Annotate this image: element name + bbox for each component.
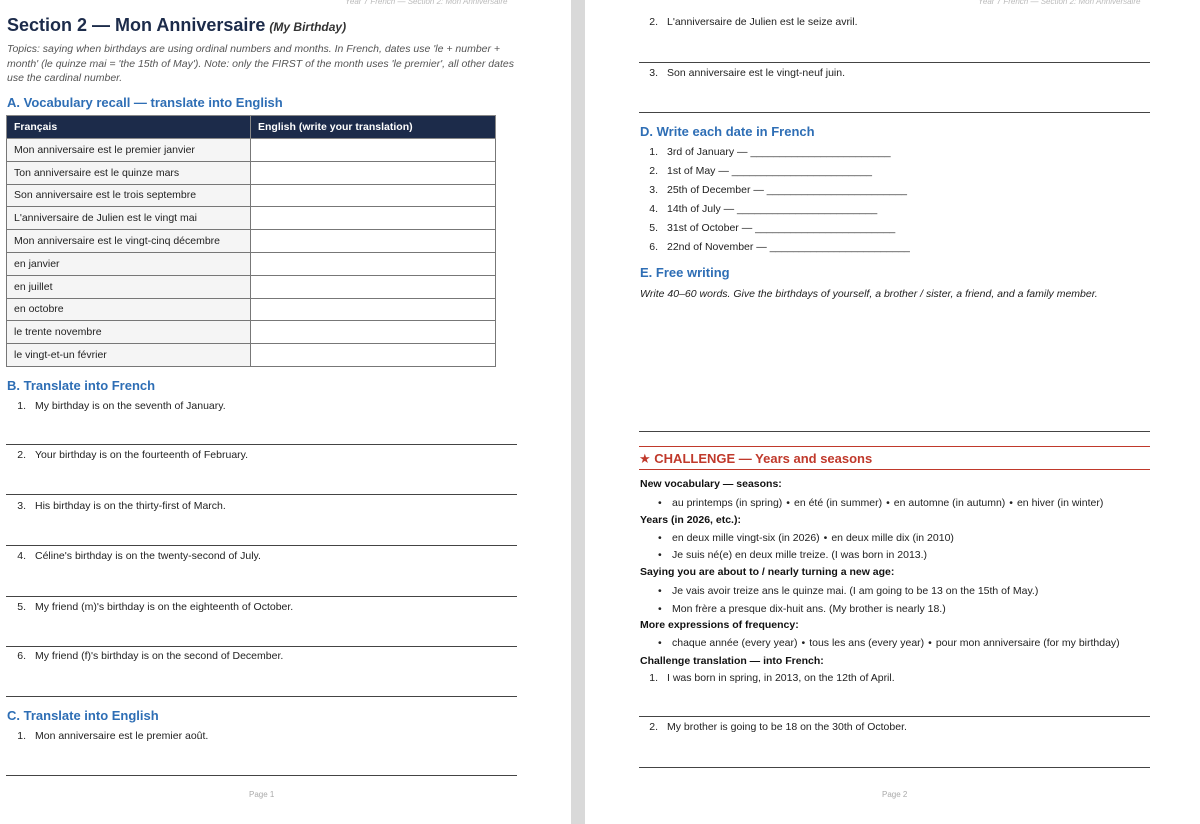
- vocab-fr: L'anniversaire de Julien est le vingt mai: [7, 207, 251, 230]
- bullet: •: [658, 637, 662, 649]
- age-example-1: [658, 585, 1038, 597]
- vocab-fr: Mon anniversaire est le premier janvier: [7, 139, 251, 162]
- answer-line[interactable]: [6, 596, 517, 597]
- answer-line[interactable]: [639, 62, 1150, 63]
- page-header: Year 7 French — Section 2: Mon Anniversaire: [978, 0, 1141, 6]
- table-row: [7, 230, 496, 253]
- question-number: 2.: [649, 165, 658, 177]
- title-subtitle: (My Birthday): [269, 20, 347, 34]
- vocab-table-header: [7, 116, 496, 139]
- question-d3[interactable]: [640, 184, 907, 196]
- question-number: 1.: [17, 730, 26, 742]
- question-number: 4.: [17, 550, 26, 562]
- challenge-translation-label: Challenge translation — into French:: [640, 655, 824, 667]
- seasons-label: New vocabulary — seasons:: [640, 478, 782, 490]
- vocab-fr: en octobre: [7, 298, 251, 321]
- table-row: [7, 321, 496, 344]
- table-row: [7, 275, 496, 298]
- section-a-heading: A. Vocabulary recall — translate into English: [7, 95, 283, 110]
- section-d-heading: D. Write each date in French: [640, 124, 815, 139]
- question-d6[interactable]: [640, 241, 910, 253]
- question-d2[interactable]: [640, 165, 872, 177]
- question-b5: [8, 601, 293, 613]
- question-text: My friend (m)'s birthday is on the eighteenth of October.: [35, 601, 294, 613]
- separator: •: [1009, 497, 1013, 509]
- page-1: [0, 0, 571, 824]
- bullet: •: [658, 549, 662, 561]
- frequency-item: pour mon anniversaire (for my birthday): [935, 637, 1120, 649]
- section-e-instruction: Write 40–60 words. Give the birthdays of yourself, a brother / sister, a friend, and a family member.: [640, 288, 1098, 300]
- question-number: 3.: [649, 67, 658, 79]
- page-header: Year 7 French — Section 2: Mon Anniversaire: [345, 0, 508, 6]
- question-number: 6.: [17, 650, 26, 662]
- question-d1[interactable]: [640, 146, 891, 158]
- separator: •: [801, 637, 806, 649]
- question-number: 2.: [17, 449, 26, 461]
- separator: •: [928, 637, 932, 649]
- answer-line[interactable]: [639, 716, 1150, 717]
- age-text: Mon frère a presque dix-huit ans. (My brother is nearly 18.): [672, 603, 946, 615]
- vocab-answer-cell[interactable]: [251, 298, 496, 321]
- table-row: [7, 298, 496, 321]
- table-row: [7, 139, 496, 162]
- question-text: 25th of December — ________________________: [667, 184, 907, 196]
- answer-line[interactable]: [6, 494, 517, 495]
- question-text: My birthday is on the seventh of January.: [35, 400, 226, 412]
- question-text: My brother is going to be 18 on the 30th of October.: [667, 721, 907, 733]
- table-row: [7, 184, 496, 207]
- question-c1: [8, 730, 208, 742]
- question-text: 31st of October — ________________________: [667, 222, 896, 234]
- challenge-title: CHALLENGE — Years and seasons: [654, 451, 873, 466]
- question-text: His birthday is on the thirty-first of March.: [35, 500, 226, 512]
- vocab-answer-cell[interactable]: [251, 161, 496, 184]
- question-number: 2.: [649, 721, 658, 733]
- question-text: 1st of May — ________________________: [667, 165, 872, 177]
- question-text: I was born in spring, in 2013, on the 12th of April.: [667, 672, 895, 684]
- answer-line[interactable]: [6, 775, 517, 776]
- col-francais: Français: [7, 116, 251, 139]
- vocab-fr: le trente novembre: [7, 321, 251, 344]
- question-b2: [8, 449, 248, 461]
- challenge-heading: [639, 451, 872, 467]
- section-b-heading: B. Translate into French: [7, 378, 156, 393]
- frequency-label: More expressions of frequency:: [640, 619, 799, 631]
- vocab-answer-cell[interactable]: [251, 275, 496, 298]
- question-text: 22nd of November — ________________________: [667, 241, 910, 253]
- page-footer: Page 2: [882, 790, 908, 799]
- separator: •: [823, 532, 828, 544]
- page-title: [7, 15, 346, 36]
- question-number: 4.: [649, 203, 658, 215]
- bullet: •: [658, 585, 662, 597]
- table-row: [7, 207, 496, 230]
- bullet: •: [658, 497, 662, 509]
- question-number: 1.: [649, 672, 658, 684]
- col-english: English (write your translation): [251, 116, 496, 139]
- year-item: en deux mille vingt-six (in 2026): [672, 532, 820, 544]
- question-text: L'anniversaire de Julien est le seize avril.: [667, 16, 858, 28]
- question-d5[interactable]: [640, 222, 895, 234]
- separator: •: [786, 497, 790, 509]
- answer-line[interactable]: [639, 767, 1150, 768]
- question-b4: [8, 550, 261, 562]
- season-item: au printemps (in spring): [672, 497, 783, 509]
- question-number: 5.: [649, 222, 658, 234]
- question-text: Your birthday is on the fourteenth of February.: [35, 449, 249, 461]
- born-example: [658, 549, 927, 561]
- question-text: Mon anniversaire est le premier août.: [35, 730, 209, 742]
- frequency-item: tous les ans (every year): [809, 637, 925, 649]
- table-row: [7, 252, 496, 275]
- question-number: 6.: [649, 241, 658, 253]
- question-text: Céline's birthday is on the twenty-second of July.: [35, 550, 261, 562]
- vocab-answer-cell[interactable]: [251, 184, 496, 207]
- page-2: [585, 0, 1200, 824]
- answer-line[interactable]: [6, 545, 517, 546]
- seasons-list: [658, 497, 1103, 509]
- title-text: Section 2 — Mon Anniversaire: [7, 15, 266, 35]
- topics-note: Topics: saying when birthdays are using ordinal numbers and months. In French, dates use 'le + number + month' (le quinze mai = 'the 15th of May'). Note: only the FIRST of the month uses 'le premier', all other dates use the cardinal number.: [7, 43, 514, 84]
- question-c2: [640, 16, 858, 28]
- question-text: 3rd of January — ________________________: [667, 146, 891, 158]
- bullet: •: [658, 532, 662, 544]
- vocab-answer-cell[interactable]: [251, 344, 496, 367]
- age-example-2: [658, 603, 946, 615]
- question-b3: [8, 500, 226, 512]
- question-b6: [8, 650, 283, 662]
- bullet: •: [658, 603, 662, 615]
- question-number: 3.: [17, 500, 26, 512]
- page-footer: Page 1: [249, 790, 275, 799]
- years-label: Years (in 2026, etc.):: [640, 514, 741, 526]
- vocab-fr: Mon anniversaire est le vingt-cinq décembre: [7, 230, 251, 253]
- question-text: Son anniversaire est le vingt-neuf juin.: [667, 67, 846, 79]
- question-text: My friend (f)'s birthday is on the second of December.: [35, 650, 284, 662]
- vocab-fr: Son anniversaire est le trois septembre: [7, 184, 251, 207]
- vocab-fr: le vingt-et-un février: [7, 344, 251, 367]
- challenge-bottom-rule: [639, 469, 1150, 470]
- vocab-answer-cell[interactable]: [251, 207, 496, 230]
- frequency-item: chaque année (every year): [672, 637, 798, 649]
- question-number: 3.: [649, 184, 658, 196]
- question-number: 5.: [17, 601, 26, 613]
- section-e-heading: E. Free writing: [640, 265, 730, 280]
- answer-line[interactable]: [639, 112, 1150, 113]
- born-text: Je suis né(e) en deux mille treize. (I was born in 2013.): [672, 549, 928, 561]
- question-number: 1.: [649, 146, 658, 158]
- vocab-fr: en juillet: [7, 275, 251, 298]
- question-number: 2.: [649, 16, 658, 28]
- table-row: [7, 344, 496, 367]
- challenge-question-2: [640, 721, 907, 733]
- season-item: en été (in summer): [793, 497, 883, 509]
- free-writing-line[interactable]: [639, 431, 1150, 432]
- vocab-answer-cell[interactable]: [251, 230, 496, 253]
- vocab-answer-cell[interactable]: [251, 252, 496, 275]
- age-text: Je vais avoir treize ans le quinze mai. (I am going to be 13 on the 15th of May.): [672, 585, 1039, 597]
- vocab-answer-cell[interactable]: [251, 321, 496, 344]
- question-c3: [640, 67, 845, 79]
- frequency-list: [658, 637, 1120, 649]
- vocab-table: [6, 115, 496, 367]
- years-list: [658, 532, 954, 544]
- challenge-question-1: [640, 672, 895, 684]
- section-c-heading: C. Translate into English: [7, 708, 159, 723]
- question-text: 14th of July — ________________________: [667, 203, 878, 215]
- vocab-fr: Ton anniversaire est le quinze mars: [7, 161, 251, 184]
- answer-line[interactable]: [6, 646, 517, 647]
- year-item: en deux mille dix (in 2010): [831, 532, 954, 544]
- season-item: en hiver (in winter): [1016, 497, 1104, 509]
- answer-line[interactable]: [6, 696, 517, 697]
- answer-line[interactable]: [6, 444, 517, 445]
- question-d4[interactable]: [640, 203, 877, 215]
- season-item: en automne (in autumn): [893, 497, 1006, 509]
- table-row: [7, 161, 496, 184]
- vocab-fr: en janvier: [7, 252, 251, 275]
- question-b1: [8, 400, 226, 412]
- question-number: 1.: [17, 400, 26, 412]
- age-label: Saying you are about to / nearly turning a new age:: [640, 566, 895, 578]
- star-icon: ★: [639, 451, 651, 466]
- separator: •: [886, 497, 890, 509]
- challenge-top-rule: [639, 446, 1150, 447]
- vocab-answer-cell[interactable]: [251, 139, 496, 162]
